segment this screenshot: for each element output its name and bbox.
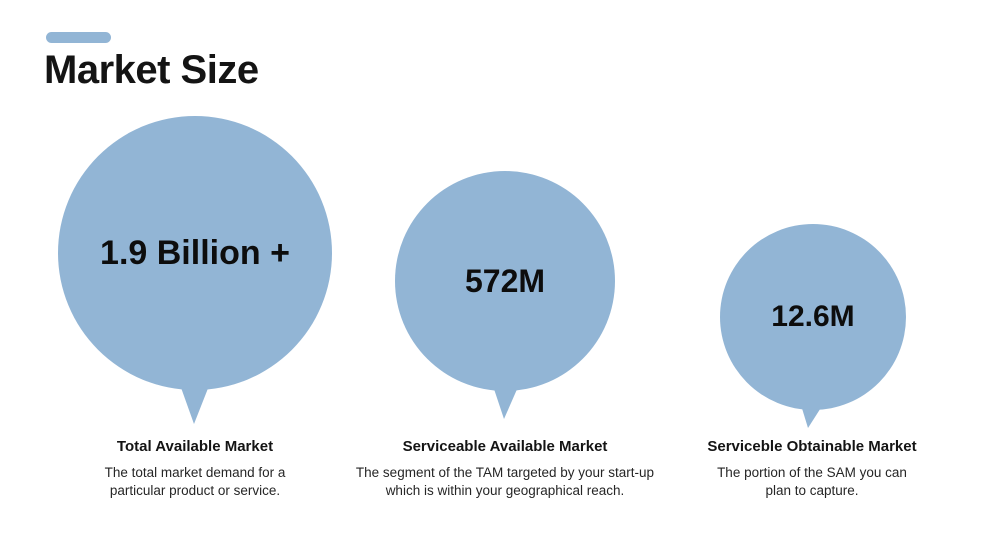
tam-label-title: Total Available Market (116, 438, 274, 455)
page-title: Market Size (44, 48, 259, 92)
som-value: 12.6M (771, 300, 855, 333)
tam-label-description: The total market demand for a particular product or service. (104, 465, 286, 499)
accent-bar (46, 32, 111, 43)
som-label-group (664, 438, 960, 500)
sam-label-group (348, 438, 662, 500)
som-label-title: Serviceble Obtainable Market (707, 438, 917, 455)
sam-label-title: Serviceable Available Market (402, 438, 608, 455)
sam-bubble (395, 171, 615, 421)
tam-label-group (75, 438, 315, 500)
som-bubble (720, 224, 906, 430)
sam-label-description: The segment of the TAM targeted by your start-up which is within your geographical reach. (355, 465, 655, 499)
tam-value: 1.9 Billion + (100, 233, 290, 272)
som-label-description: The portion of the SAM you can plan to capture. (717, 465, 907, 499)
tam-bubble (58, 116, 332, 426)
sam-value: 572M (464, 262, 546, 299)
